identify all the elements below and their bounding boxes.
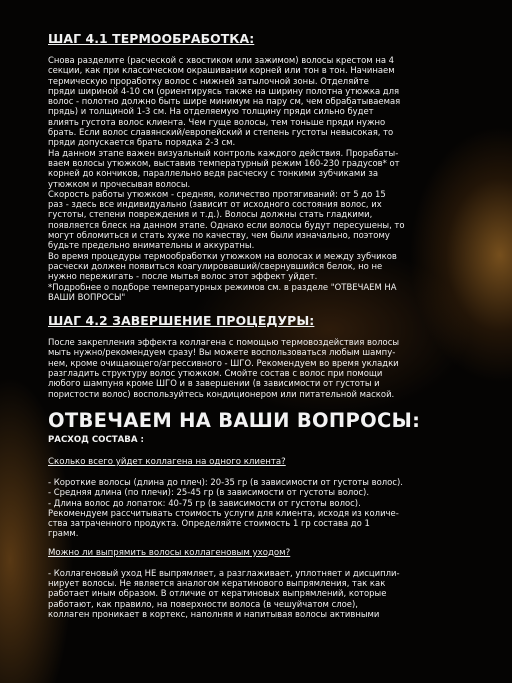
text-line: пряди допускается брать порядка 2-3 см. — [48, 137, 236, 148]
document-body — [48, 32, 468, 619]
text-line: будьте предельно внимательны и аккуратны. — [48, 240, 255, 251]
consumption-subheading: РАСХОД СОСТАВА : — [48, 434, 144, 445]
text-line: прядь) и толщиной 1-3 см. На отделяемую толщину пряди сильно будет — [48, 106, 374, 117]
text-line: коллаген проникает в кортекс, наполняя и напитывая волосы активными — [48, 608, 380, 619]
text-line: ВАШИ ВОПРОСЫ" — [48, 291, 126, 302]
text-line: пряди шириной 4-10 см (ориентируясь также на ширину полотна утюжка для — [48, 85, 400, 96]
text-line: работает иным образом. В отличие от кератиновых выпрямлений, которые — [48, 588, 387, 599]
text-line: - Средняя длина (по плечи): 25-45 гр (в зависимости от густоты волос). — [48, 487, 370, 498]
text-line: густоты, степени повреждения и т.д.). Волосы должны стать гладкими, — [48, 209, 373, 220]
text-line: брать. Если волос славянский/европейский и степень густоты невысокая, то — [48, 127, 394, 138]
text-line: ваем волосы утюжком, выставив температурный режим 160-230 градусов* от — [48, 157, 400, 168]
text-line: Снова разделите (расческой с хвостиком или зажимом) волосы крестом на 4 — [48, 55, 395, 65]
text-line: нирует волосы. Не является аналогом кератинового выпрямления, так как — [48, 577, 386, 588]
text-line: - Длина волос до лопаток: 40-75 гр (в зависимости от густоты волос). — [48, 497, 361, 508]
faq-heading: ОТВЕЧАЕМ НА ВАШИ ВОПРОСЫ: — [48, 408, 421, 432]
text-line: корней до кончиков, параллельно ведя расческу с тонкими зубчиками за — [48, 168, 379, 179]
text-line: термическую проработку волос с нижней затылочной зоны. Отделяйте — [48, 75, 369, 86]
text-line: мыть нужно/рекомендуем сразу! Вы можете воспользоваться любым шампу- — [48, 347, 396, 358]
text-line: секции, как при классическом окрашивании корней или тон в тон. Начинаем — [48, 65, 395, 76]
text-line: работают, как правило, на поверхности волоса (в чешуйчатом слое), — [48, 598, 358, 609]
text-line: - Коллагеновый уход НЕ выпрямляет, а разглаживает, уплотняет и дисципли- — [48, 567, 400, 578]
text-line: утюжком и прочесывая волосы. — [48, 178, 191, 189]
step-4-1-heading: ШАГ 4.1 ТЕРМООБРАБОТКА: — [48, 31, 255, 46]
faq-question-1: Сколько всего уйдет коллагена на одного клиента? — [48, 456, 286, 467]
text-line: Во время процедуры термообработки утюжком на волосах и между зубчиков — [48, 250, 397, 261]
text-line: нужно пережигать - после мытья волос этот эффект уйдет. — [48, 271, 318, 282]
text-line: волос - полотно должно быть шире минимум на пару см, чем обрабатываемая — [48, 96, 401, 107]
step-4-2-heading: ШАГ 4.2 ЗАВЕРШЕНИЕ ПРОЦЕДУРЫ: — [48, 313, 315, 329]
text-line: разгладить структуру волос утюжком. Смойте состав с волос при помощи — [48, 368, 383, 379]
text-line: могут обломиться и стать хуже по качеству, чем были изначально, поэтому — [48, 230, 390, 241]
text-line: любого шампуня кроме ШГО и в завершении (в зависимости от густоты и — [48, 378, 380, 389]
text-line: раз - здесь все индивидуально (зависит от исходного состояния волос, их — [48, 199, 382, 210]
text-line: расчески должен появиться коагулировавший/свернувшийся белок, но не — [48, 260, 383, 271]
step-4-1-text — [48, 55, 468, 302]
text-line: нем, кроме очищающего/агрессивного - ШГО. Рекомендуем во время укладки — [48, 357, 399, 368]
text-line: После закрепления эффекта коллагена с помощью термовоздействия волосы — [48, 337, 400, 348]
text-line: грамм. — [48, 528, 79, 539]
text-line: пористости волос) воспользуйтесь кондиционером или питательной маской. — [48, 388, 395, 399]
text-line: На данном этапе важен визуальный контроль каждого действия. Прорабаты- — [48, 147, 399, 158]
text-line: ства затраченного продукта. Определяйте стоимость 1 гр состава до 1 — [48, 518, 370, 529]
step-4-2-text — [48, 337, 468, 399]
text-line: влиять густота волос клиента. Чем гуще волосы, тем тоньше пряди нужно — [48, 116, 386, 127]
text-line: появляется блеск на данном этапе. Однако если волосы будут пересушены, то — [48, 219, 405, 230]
faq-answer-2 — [48, 568, 468, 619]
faq-question-2: Можно ли выпрямить волосы коллагеновым уходом? — [48, 547, 291, 558]
text-line: Скорость работы утюжком - средняя, количество протягиваний: от 5 до 15 — [48, 188, 386, 199]
text-line: Рекомендуем рассчитывать стоимость услуги для клиента, исходя из количе- — [48, 507, 399, 518]
faq-answer-1 — [48, 477, 468, 539]
text-line: - Короткие волосы (длина до плеч): 20-35 гр (в зависимости от густоты волос). — [48, 476, 403, 487]
text-line: *Подробнее о подборе температурных режимов см. в разделе "ОТВЕЧАЕМ НА — [48, 281, 397, 292]
